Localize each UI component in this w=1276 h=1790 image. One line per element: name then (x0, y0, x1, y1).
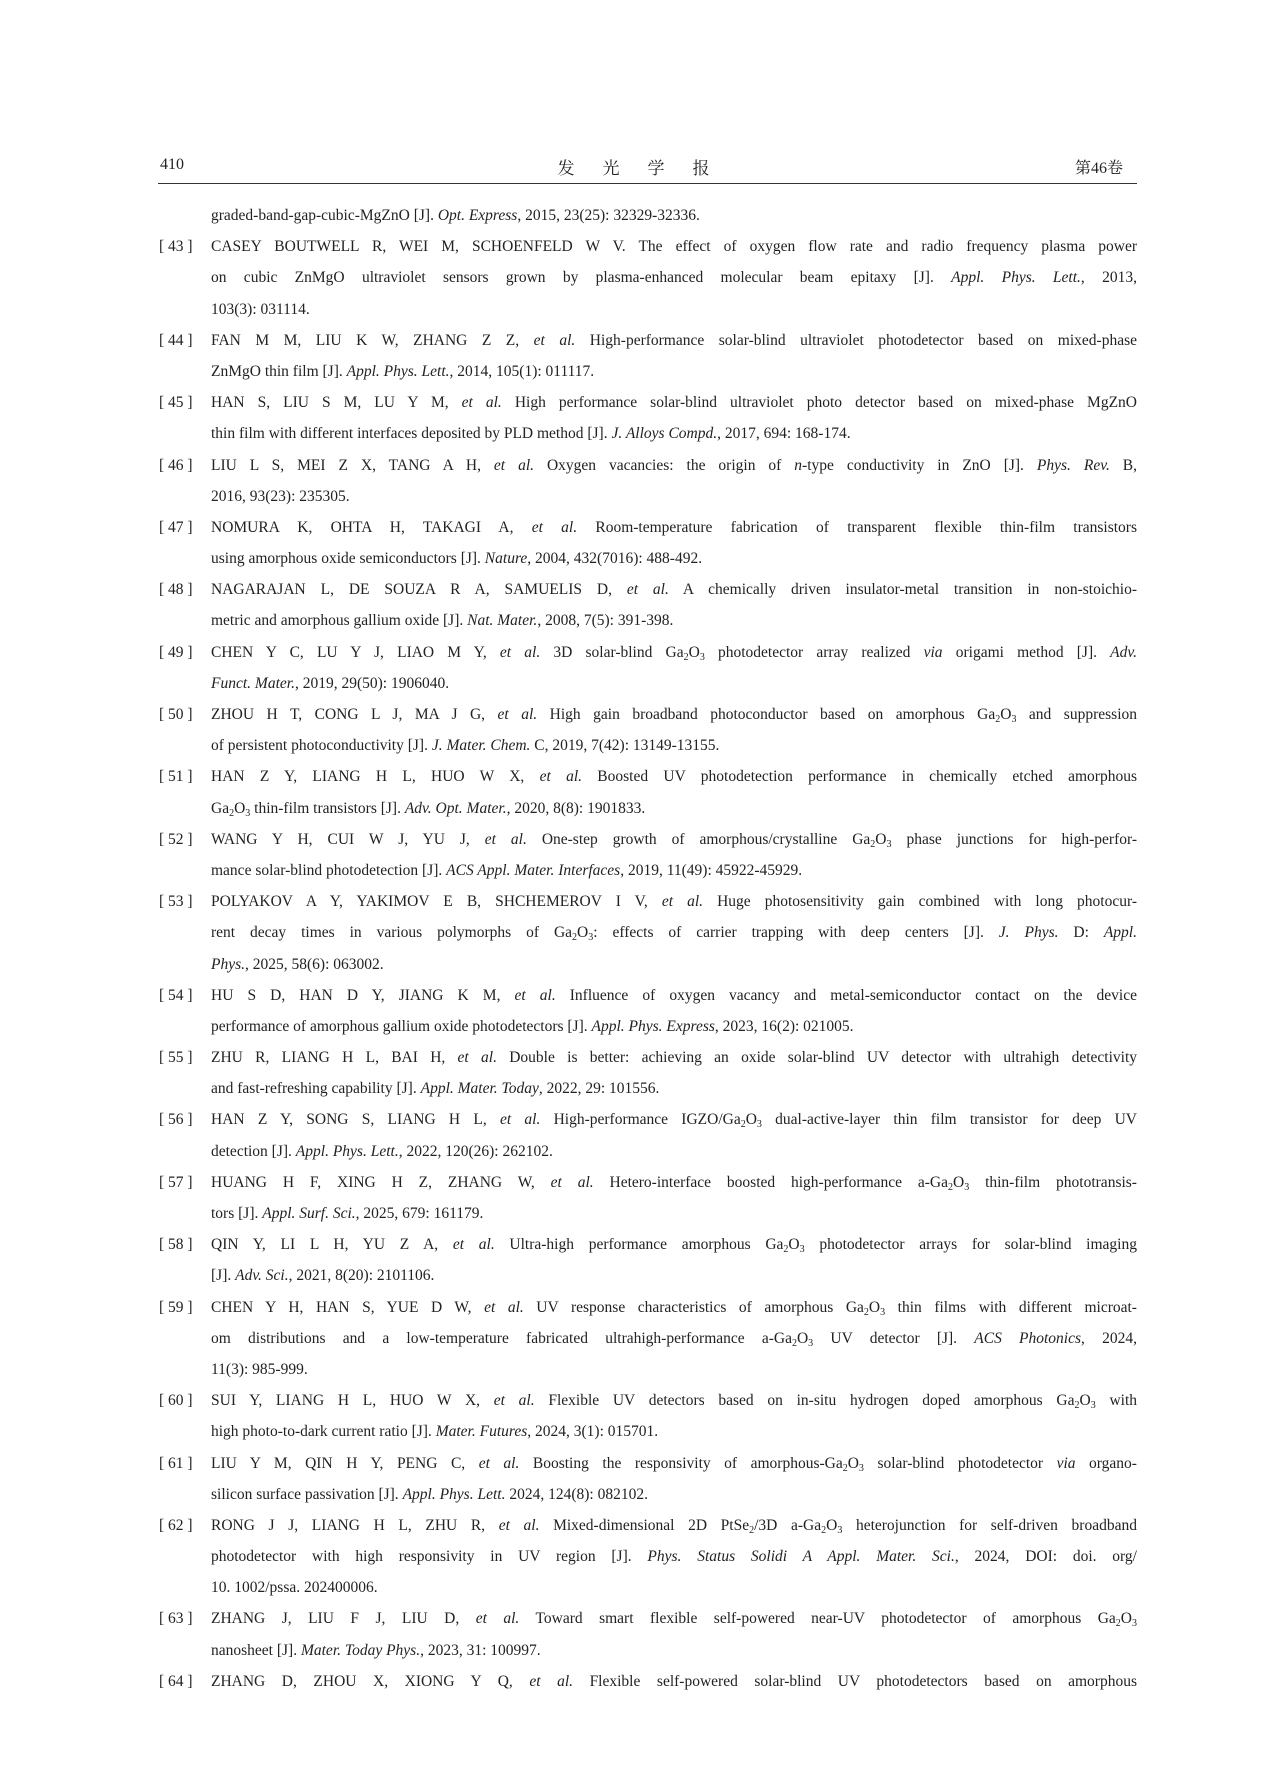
italic-text: Appl. (1103, 924, 1137, 942)
reference-item (159, 886, 1137, 980)
reference-number: [ 54 ] (159, 986, 193, 1004)
reference-text: , 2023, 16(2): 021005. (714, 1017, 854, 1035)
reference-line (211, 980, 1137, 1011)
subscript: 3 (245, 807, 251, 819)
reference-line (211, 574, 1137, 605)
italic-text: Mater. Futures (435, 1423, 528, 1441)
reference-line (211, 1541, 1137, 1572)
reference-text: , 2022, 29: 101556. (538, 1080, 660, 1098)
reference-text: Ultra-high performance amorphous Ga (494, 1236, 784, 1254)
reference-text: O (788, 1236, 800, 1254)
subscript: 3 (1090, 1400, 1096, 1412)
reference-item (159, 387, 1137, 449)
reference-text: , 2019, 11(49): 45922-45929. (620, 861, 803, 879)
reference-text: photodetector arrays for solar-blind imaging (804, 1236, 1137, 1254)
reference-text: ZnMgO thin film [J]. (211, 362, 347, 380)
italic-text: Funct. Mater. (211, 674, 295, 692)
reference-line (211, 1448, 1137, 1479)
italic-text: Phys. (211, 955, 246, 973)
italic-text: n (794, 456, 803, 474)
reference-line (211, 1323, 1137, 1354)
reference-item (159, 231, 1137, 325)
reference-item (159, 824, 1137, 886)
subscript: 2 (572, 932, 578, 944)
reference-line (211, 1354, 1137, 1385)
reference-line (211, 1260, 1137, 1291)
italic-text: Appl. Phys. Lett. (402, 1485, 506, 1503)
reference-text: O (234, 799, 246, 817)
italic-text: Appl. Phys. Lett. (346, 362, 450, 380)
reference-text: O (953, 1173, 965, 1191)
reference-line (211, 637, 1137, 668)
italic-text: ACS Photonics (974, 1329, 1082, 1347)
reference-text: dual-active-layer thin film transistor for deep UV (761, 1111, 1137, 1129)
reference-line (211, 231, 1137, 262)
reference-text: HAN Z Y, LIANG H L, HUO W X, (211, 768, 540, 786)
reference-text: , 2024, 3(1): 015701. (527, 1423, 659, 1441)
reference-line (211, 949, 1137, 980)
subscript: 3 (808, 1337, 814, 1349)
reference-text: , 2020, 8(8): 1901833. (506, 799, 646, 817)
reference-item (159, 450, 1137, 512)
italic-text: Adv. Opt. Mater. (404, 799, 507, 817)
reference-line (211, 793, 1137, 824)
reference-text: om distributions and a low-temperature fabricated ultrahigh-performance a-Ga (211, 1329, 792, 1347)
reference-line (211, 294, 1137, 325)
reference-line (211, 262, 1137, 293)
reference-number: [ 63 ] (159, 1610, 193, 1628)
reference-number: [ 47 ] (159, 518, 193, 536)
italic-text: J. Alloys Compd. (611, 425, 718, 443)
italic-text: et al. (484, 1298, 524, 1316)
reference-text: Room-temperature fabrication of transparent flexible thin-film transistors (577, 518, 1137, 536)
subscript: 2 (995, 714, 1001, 725)
reference-line (211, 1666, 1137, 1697)
reference-text: , 2004, 432(7016): 488-492. (527, 550, 703, 568)
italic-text: Phys. Rev. (1036, 456, 1110, 474)
italic-text: et al. (493, 1392, 535, 1410)
reference-text: thin-film phototransis- (969, 1173, 1137, 1191)
italic-text: et al. (497, 706, 538, 723)
reference-item (159, 637, 1137, 699)
reference-line (211, 1104, 1137, 1135)
reference-text: thin film with different interfaces deposited by PLD method [J]. (211, 425, 612, 443)
reference-text: , 2014, 105(1): 011117. (449, 362, 595, 380)
italic-text: et al. (475, 1610, 520, 1628)
italic-text: et al. (529, 1672, 574, 1690)
reference-text: , 2025, 58(6): 063002. (245, 955, 384, 973)
reference-line (211, 605, 1137, 636)
reference-text: photodetector with high responsivity in UV region [J]. (211, 1548, 648, 1566)
reference-text: O (826, 1516, 838, 1534)
reference-text: High-performance solar-blind ultraviolet photodetector based on mixed-phase (575, 331, 1137, 349)
reference-text: of persistent photoconductivity [J]. (211, 737, 432, 755)
reference-number: [ 57 ] (159, 1173, 193, 1191)
reference-line (211, 699, 1137, 730)
italic-text: Adv. (1110, 643, 1137, 661)
reference-text: B, (1109, 456, 1137, 474)
reference-line (211, 418, 1137, 449)
reference-text: 2024, 124(8): 082102. (505, 1485, 648, 1503)
journal-title: 发光学报 (557, 159, 738, 178)
reference-number: [ 61 ] (159, 1454, 193, 1472)
reference-text: : effects of carrier trapping with deep centers [J]. (593, 924, 999, 942)
reference-text: and suppression (1016, 706, 1137, 723)
italic-text: et al. (533, 331, 576, 349)
reference-item (159, 574, 1137, 636)
reference-number: [ 60 ] (159, 1392, 193, 1410)
reference-text: thin films with different microat- (885, 1298, 1137, 1316)
reference-text: organo- (1075, 1454, 1137, 1472)
reference-line (211, 325, 1137, 356)
reference-item (159, 980, 1137, 1042)
reference-line (211, 1479, 1137, 1510)
subscript: 3 (699, 651, 705, 663)
italic-text: Appl. Phys. Express (591, 1017, 715, 1035)
reference-item (159, 1292, 1137, 1386)
reference-item (159, 1603, 1137, 1665)
reference-text: A chemically driven insulator-metal transition in non-stoichio- (668, 581, 1137, 599)
reference-text: /3D a-Ga (754, 1516, 822, 1534)
italic-text: et al. (484, 830, 527, 848)
reference-text: CHEN Y H, HAN S, YUE D W, (211, 1298, 485, 1316)
reference-item (159, 1167, 1137, 1229)
reference-text: detection [J]. (211, 1142, 296, 1160)
subscript: 2 (863, 1306, 869, 1318)
running-header (158, 152, 1137, 180)
reference-text: [J]. (211, 1267, 236, 1285)
subscript: 2 (1115, 1618, 1121, 1630)
reference-text: , 2008, 7(5): 391-398. (537, 612, 674, 630)
subscript: 2 (1074, 1400, 1080, 1412)
reference-text: C, 2019, 7(42): 13149-13155. (530, 737, 720, 755)
subscript: 2 (229, 807, 235, 819)
reference-item (159, 761, 1137, 823)
reference-text: , 2021, 8(20): 2101106. (288, 1267, 435, 1285)
reference-line (211, 1510, 1137, 1541)
reference-line (211, 855, 1137, 886)
reference-text: phase junctions for high-perfor- (891, 830, 1137, 848)
reference-number: [ 49 ] (159, 643, 193, 661)
reference-number: [ 56 ] (159, 1111, 193, 1129)
subscript: 3 (880, 1306, 886, 1318)
italic-text: Mater. Today Phys. (300, 1641, 421, 1659)
subscript: 2 (948, 1181, 953, 1193)
reference-text: Influence of oxygen vacancy and metal-semiconductor contact on the device (555, 986, 1137, 1004)
reference-text: WANG Y H, CUI W J, YU J, (211, 830, 485, 848)
subscript: 3 (964, 1181, 970, 1193)
reference-line (211, 1292, 1137, 1323)
reference-text: Toward smart flexible self-powered near-UV photodetector of amorphous Ga (519, 1610, 1116, 1628)
reference-text: performance of amorphous gallium oxide photodetectors [J]. (211, 1017, 592, 1035)
reference-item (159, 1229, 1137, 1291)
subscript: 2 (749, 1524, 755, 1536)
reference-number: [ 55 ] (159, 1049, 193, 1067)
italic-text: Phys. Status Solidi A Appl. Mater. Sci. (647, 1548, 955, 1566)
italic-text: Appl. Phys. Lett. (951, 269, 1081, 287)
reference-text: solar-blind photodetector (863, 1454, 1057, 1472)
reference-text: HU S D, HAN D Y, JIANG K M, (211, 986, 515, 1004)
reference-text: on cubic ZnMgO ultraviolet sensors grown by plasma-enhanced molecular beam epitaxy [J]. (211, 269, 952, 287)
reference-text: high photo-to-dark current ratio [J]. (211, 1423, 436, 1441)
reference-text: ZHANG D, ZHOU X, XIONG Y Q, (211, 1672, 530, 1690)
reference-number: [ 58 ] (159, 1236, 193, 1254)
subscript: 2 (683, 651, 689, 663)
volume-label: 第46卷 (1074, 160, 1123, 177)
reference-line (211, 917, 1137, 948)
reference-line (211, 1385, 1137, 1416)
reference-text: 2016, 93(23): 235305. (211, 487, 350, 505)
reference-line (211, 1167, 1137, 1198)
subscript: 3 (1011, 714, 1017, 725)
reference-text: O (796, 1329, 809, 1347)
reference-item (159, 1666, 1137, 1697)
reference-number: [ 52 ] (159, 830, 193, 848)
italic-text: et al. (457, 1049, 497, 1067)
reference-text: O (847, 1454, 859, 1472)
subscript: 3 (1131, 1618, 1137, 1630)
reference-text: , 2024, DOI: doi. org/ (954, 1548, 1137, 1566)
reference-text: High performance solar-blind ultraviolet photo detector based on mixed-phase MgZnO (501, 394, 1137, 412)
reference-line (211, 1416, 1137, 1447)
reference-number: [ 45 ] (159, 394, 193, 412)
italic-text: et al. (499, 1111, 541, 1129)
reference-text: UV detector [J]. (813, 1329, 975, 1347)
reference-text: ZHU R, LIANG H L, BAI H, (211, 1049, 458, 1067)
reference-text: QIN Y, LI L H, YU Z A, (211, 1236, 453, 1254)
reference-text: silicon surface passivation [J]. (211, 1485, 403, 1503)
reference-text: D: (1058, 924, 1104, 942)
reference-line (211, 1572, 1137, 1603)
reference-text: , 2017, 694: 168-174. (717, 425, 851, 443)
reference-item (159, 512, 1137, 574)
reference-number: [ 53 ] (159, 893, 193, 911)
italic-text: et al. (531, 518, 578, 536)
subscript: 2 (870, 838, 876, 850)
italic-text: Nat. Mater. (467, 612, 538, 630)
reference-line (211, 512, 1137, 543)
reference-line (211, 1603, 1137, 1634)
reference-item (159, 1448, 1137, 1510)
reference-number: [ 46 ] (159, 456, 193, 474)
italic-text: ACS Appl. Mater. Interfaces (446, 861, 621, 879)
reference-text: graded-band-gap-cubic-MgZnO [J]. (211, 207, 438, 224)
italic-text: et al. (661, 893, 704, 911)
subscript: 3 (756, 1119, 762, 1131)
reference-number: [ 44 ] (159, 331, 193, 349)
reference-number: [ 50 ] (159, 706, 193, 723)
italic-text: Appl. Phys. Lett. (295, 1142, 399, 1160)
reference-text: O (875, 830, 887, 848)
reference-item (159, 1104, 1137, 1166)
reference-text: LIU Y M, QIN H Y, PENG C, (211, 1454, 479, 1472)
reference-text: thin-film transistors [J]. (250, 799, 405, 817)
reference-item (159, 1385, 1137, 1447)
reference-text: RONG J J, LIANG H L, ZHU R, (211, 1516, 499, 1534)
reference-text: tors [J]. (211, 1205, 263, 1222)
reference-text: Flexible UV detectors based on in-situ hydrogen doped amorphous Ga (534, 1392, 1075, 1410)
reference-text: metric and amorphous gallium oxide [J]. (211, 612, 468, 630)
reference-text: FAN M M, LIU K W, ZHANG Z Z, (211, 331, 534, 349)
subscript: 2 (821, 1524, 827, 1536)
reference-text: , 2019, 29(50): 1906040. (294, 674, 450, 692)
reference-text: SUI Y, LIANG H L, HUO W X, (211, 1392, 494, 1410)
reference-line (211, 356, 1137, 387)
reference-text: nanosheet [J]. (211, 1641, 301, 1659)
reference-text: , 2023, 31: 100997. (420, 1641, 541, 1659)
italic-text: J. Phys. (998, 924, 1059, 942)
italic-text: via (1056, 1454, 1076, 1472)
subscript: 2 (842, 1462, 848, 1474)
reference-number: [ 43 ] (159, 238, 193, 256)
reference-text: O (688, 643, 700, 661)
reference-number: [ 64 ] (159, 1672, 193, 1690)
reference-text: O (745, 1111, 757, 1129)
subscript: 3 (858, 1462, 864, 1474)
reference-item (159, 699, 1137, 761)
reference-text: CHEN Y C, LU Y J, LIAO M Y, (211, 643, 500, 661)
header-rule (158, 183, 1137, 184)
reference-text: 11(3): 985-999. (211, 1360, 308, 1378)
reference-line (211, 1042, 1137, 1073)
italic-text: et al. (461, 394, 502, 412)
reference-text: with (1095, 1392, 1137, 1410)
reference-text: O (1120, 1610, 1132, 1628)
reference-line (211, 1198, 1137, 1229)
reference-item (159, 1510, 1137, 1604)
reference-text: CASEY BOUTWELL R, WEI M, SCHOENFELD W V. The effect of oxygen flow rate and radio frequency plasma power (211, 238, 1137, 256)
reference-text: , 2025, 679: 161179. (355, 1205, 484, 1222)
reference-text: ZHOU H T, CONG L J, MA J G, (211, 706, 498, 723)
subscript: 3 (886, 838, 892, 850)
italic-text: Nature (484, 550, 528, 568)
reference-text: LIU L S, MEI Z X, TANG A H, (211, 456, 494, 474)
reference-text: Mixed-dimensional 2D PtSe (539, 1516, 750, 1534)
reference-text: Oxygen vacancies: the origin of (534, 456, 795, 474)
reference-text: High-performance IGZO/Ga (540, 1111, 741, 1129)
reference-text: Boosting the responsivity of amorphous-Ga (519, 1454, 843, 1472)
reference-text: Hetero-interface boosted high-performance a-Ga (593, 1173, 948, 1191)
reference-text: NAGARAJAN L, DE SOUZA R A, SAMUELIS D, (211, 581, 627, 599)
italic-text: Appl. Surf. Sci. (262, 1205, 356, 1222)
reference-text: UV response characteristics of amorphous Ga (523, 1298, 864, 1316)
reference-item (159, 325, 1137, 387)
reference-text: O (1079, 1392, 1091, 1410)
reference-list (159, 200, 1137, 1697)
italic-text: Appl. Mater. Today (420, 1080, 539, 1098)
reference-text: rent decay times in various polymorphs of Ga (211, 924, 573, 942)
italic-text: et al. (514, 986, 556, 1004)
reference-text: Huge photosensitivity gain combined with long photocur- (703, 893, 1137, 911)
italic-text: Opt. Express (437, 207, 518, 224)
italic-text: J. Mater. Chem. (431, 737, 531, 755)
subscript: 2 (740, 1119, 746, 1131)
subscript: 2 (783, 1244, 789, 1256)
reference-text: -type conductivity in ZnO [J]. (802, 456, 1037, 474)
reference-line (211, 1136, 1137, 1167)
italic-text: Adv. Sci. (235, 1267, 289, 1285)
italic-text: et al. (498, 1516, 540, 1534)
reference-text: 103(3): 031114. (211, 300, 310, 318)
reference-line (211, 668, 1137, 699)
reference-line (211, 1229, 1137, 1260)
reference-text: O (868, 1298, 881, 1316)
reference-text: , 2022, 120(26): 262102. (398, 1142, 553, 1160)
reference-line (211, 730, 1137, 761)
reference-text: , 2024, (1081, 1329, 1137, 1347)
reference-line (211, 1073, 1137, 1104)
reference-text: One-step growth of amorphous/crystalline Ga (526, 830, 871, 848)
reference-line (211, 387, 1137, 418)
reference-number: [ 59 ] (159, 1298, 193, 1316)
italic-text: et al. (499, 643, 541, 661)
reference-text: , 2015, 23(25): 32329-32336. (517, 207, 700, 224)
page-number: 410 (160, 156, 184, 173)
reference-text: using amorphous oxide semiconductors [J]. (211, 550, 485, 568)
reference-line (211, 1635, 1137, 1666)
reference-text: photodetector array realized (704, 643, 924, 661)
subscript: 3 (799, 1244, 805, 1256)
reference-text: and fast-refreshing capability [J]. (211, 1080, 421, 1098)
subscript: 3 (588, 932, 594, 944)
reference-text: Flexible self-powered solar-blind UV photodetectors based on amorphous (573, 1672, 1137, 1690)
reference-line (211, 450, 1137, 481)
reference-line (211, 886, 1137, 917)
reference-line (211, 1011, 1137, 1042)
reference-line (211, 824, 1137, 855)
reference-text: mance solar-blind photodetection [J]. (211, 861, 447, 879)
reference-text: 3D solar-blind Ga (540, 643, 684, 661)
reference-line (211, 543, 1137, 574)
reference-text: Ga (211, 799, 230, 817)
italic-text: et al. (452, 1236, 495, 1254)
reference-item (159, 200, 1137, 231)
reference-line (211, 481, 1137, 512)
italic-text: et al. (550, 1173, 594, 1191)
reference-item (159, 1042, 1137, 1104)
reference-text: origami method [J]. (942, 643, 1111, 661)
reference-text: , 2013, (1080, 269, 1137, 287)
italic-text: via (923, 643, 943, 661)
reference-line (211, 200, 1137, 231)
reference-text: Boosted UV photodetection performance in chemically etched amorphous (582, 768, 1137, 786)
subscript: 2 (791, 1337, 797, 1349)
reference-text: ZHANG J, LIU F J, LIU D, (211, 1610, 476, 1628)
reference-text: HAN Z Y, SONG S, LIANG H L, (211, 1111, 500, 1129)
reference-text: O (577, 924, 589, 942)
reference-number: [ 51 ] (159, 768, 193, 786)
reference-text: POLYAKOV A Y, YAKIMOV E B, SHCHEMEROV I V, (211, 893, 662, 911)
italic-text: et al. (539, 768, 582, 786)
subscript: 3 (837, 1524, 843, 1536)
reference-number: [ 48 ] (159, 581, 193, 599)
italic-text: et al. (478, 1454, 520, 1472)
reference-text: heterojunction for self-driven broadband (842, 1516, 1137, 1534)
reference-text: NOMURA K, OHTA H, TAKAGI A, (211, 518, 532, 536)
reference-number: [ 62 ] (159, 1516, 193, 1534)
reference-text: 10. 1002/pssa. 202400006. (211, 1579, 378, 1597)
reference-line (211, 761, 1137, 792)
italic-text: et al. (493, 456, 535, 474)
reference-text: Double is better: achieving an oxide solar-blind UV detector with ultrahigh detectivity (496, 1049, 1137, 1067)
reference-text: O (1000, 706, 1012, 723)
italic-text: et al. (626, 581, 669, 599)
reference-text: HAN S, LIU S M, LU Y M, (211, 394, 462, 412)
reference-text: High gain broadband photoconductor based on amorphous Ga (537, 706, 996, 723)
reference-text: HUANG H F, XING H Z, ZHANG W, (211, 1173, 551, 1191)
